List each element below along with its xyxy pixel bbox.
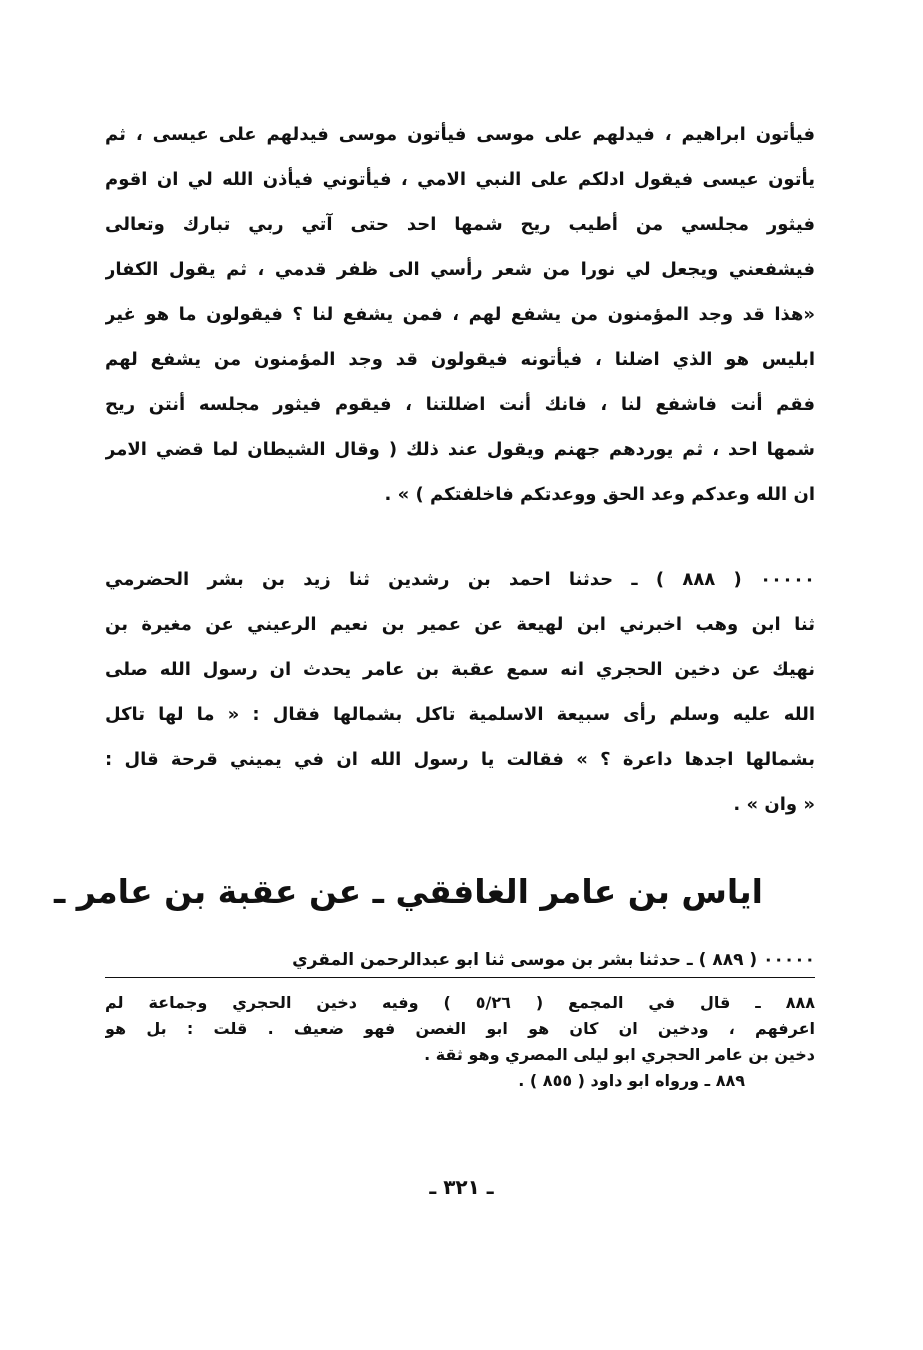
- text-line: ان الله وعدكم وعد الحق ووعدتكم فاخلفتكم ) » .: [384, 484, 815, 505]
- text-line: ثنا ابن وهب اخبرني ابن لهيعة عن عمير بن نعيم الرعيني عن مغيرة بن: [105, 614, 815, 635]
- page-number: ـ ٣٢١ ـ: [429, 1175, 494, 1199]
- footnote-line: ٨٨٩ ـ ورواه ابو داود ( ٨٥٥ ) .: [518, 1071, 745, 1090]
- footnote-divider: [105, 977, 815, 978]
- text-line: « وان » .: [733, 794, 815, 815]
- footnotes: [105, 990, 815, 1094]
- text-line: يأتون عيسى فيقول ادلكم على النبي الامي ، فيأتوني فيأذن الله لي ان اقوم: [105, 169, 815, 190]
- text-line: نهيك عن دخين الحجري انه سمع عقبة بن عامر يحدث ان رسول الله صلى: [105, 659, 815, 680]
- paragraph-1: [105, 112, 815, 517]
- text-line: «هذا قد وجد المؤمنون من يشفع لهم ، فمن يشفع لنا ؟ فيقولون ما هو غير: [105, 304, 815, 325]
- text-line: فيثور مجلسي من أطيب ريح شمها احد حتى آتي ربي تبارك وتعالى: [105, 214, 815, 235]
- text-line: فقم أنت فاشفع لنا ، فانك أنت اضللتنا ، فيقوم فيثور مجلسه أنتن ريح: [105, 394, 815, 415]
- text-line: فيشفعني ويجعل لي نورا من شعر رأسي الى ظفر قدمي ، ثم يقول الكفار: [105, 259, 815, 280]
- section-heading: اياس بن عامر الغافقي ـ عن عقبة بن عامر ـ: [53, 872, 763, 911]
- text-line: ٠٠٠٠٠ ( ٨٨٨ ) ـ حدثنا احمد بن رشدين ثنا زيد بن بشر الحضرمي: [105, 569, 815, 590]
- footnote-line: ٨٨٨ ـ قال في المجمع ( ٥/٢٦ ) وفيه دخين الحجري وجماعة لم: [105, 993, 815, 1012]
- hadith-888: [105, 557, 815, 827]
- text-line: ابليس هو الذي اضلنا ، فيأتونه فيقولون قد وجد المؤمنون من يشفع لهم: [105, 349, 815, 370]
- text-line: شمها احد ، ثم يوردهم جهنم ويقول عند ذلك ( وقال الشيطان لما قضي الامر: [105, 439, 815, 460]
- hadith-889: ٠٠٠٠٠ ( ٨٨٩ ) ـ حدثنا بشر بن موسى ثنا ابو عبدالرحمن المقري: [292, 950, 815, 970]
- text-line: بشمالها اجدها داعرة ؟ » فقالت يا رسول الله ان في يميني قرحة قال :: [105, 749, 815, 770]
- footnote-line: دخين بن عامر الحجري ابو ليلى المصري وهو ثقة .: [424, 1045, 815, 1064]
- text-line: فيأتون ابراهيم ، فيدلهم على موسى فيأتون موسى فيدلهم على عيسى ، ثم: [105, 124, 815, 145]
- text-line: الله عليه وسلم رأى سبيعة الاسلمية تاكل بشمالها فقال : « ما لها تاكل: [105, 704, 815, 725]
- footnote-line: اعرفهم ، ودخين ان كان هو ابو الغصن فهو ضعيف . قلت : بل هو: [105, 1019, 815, 1038]
